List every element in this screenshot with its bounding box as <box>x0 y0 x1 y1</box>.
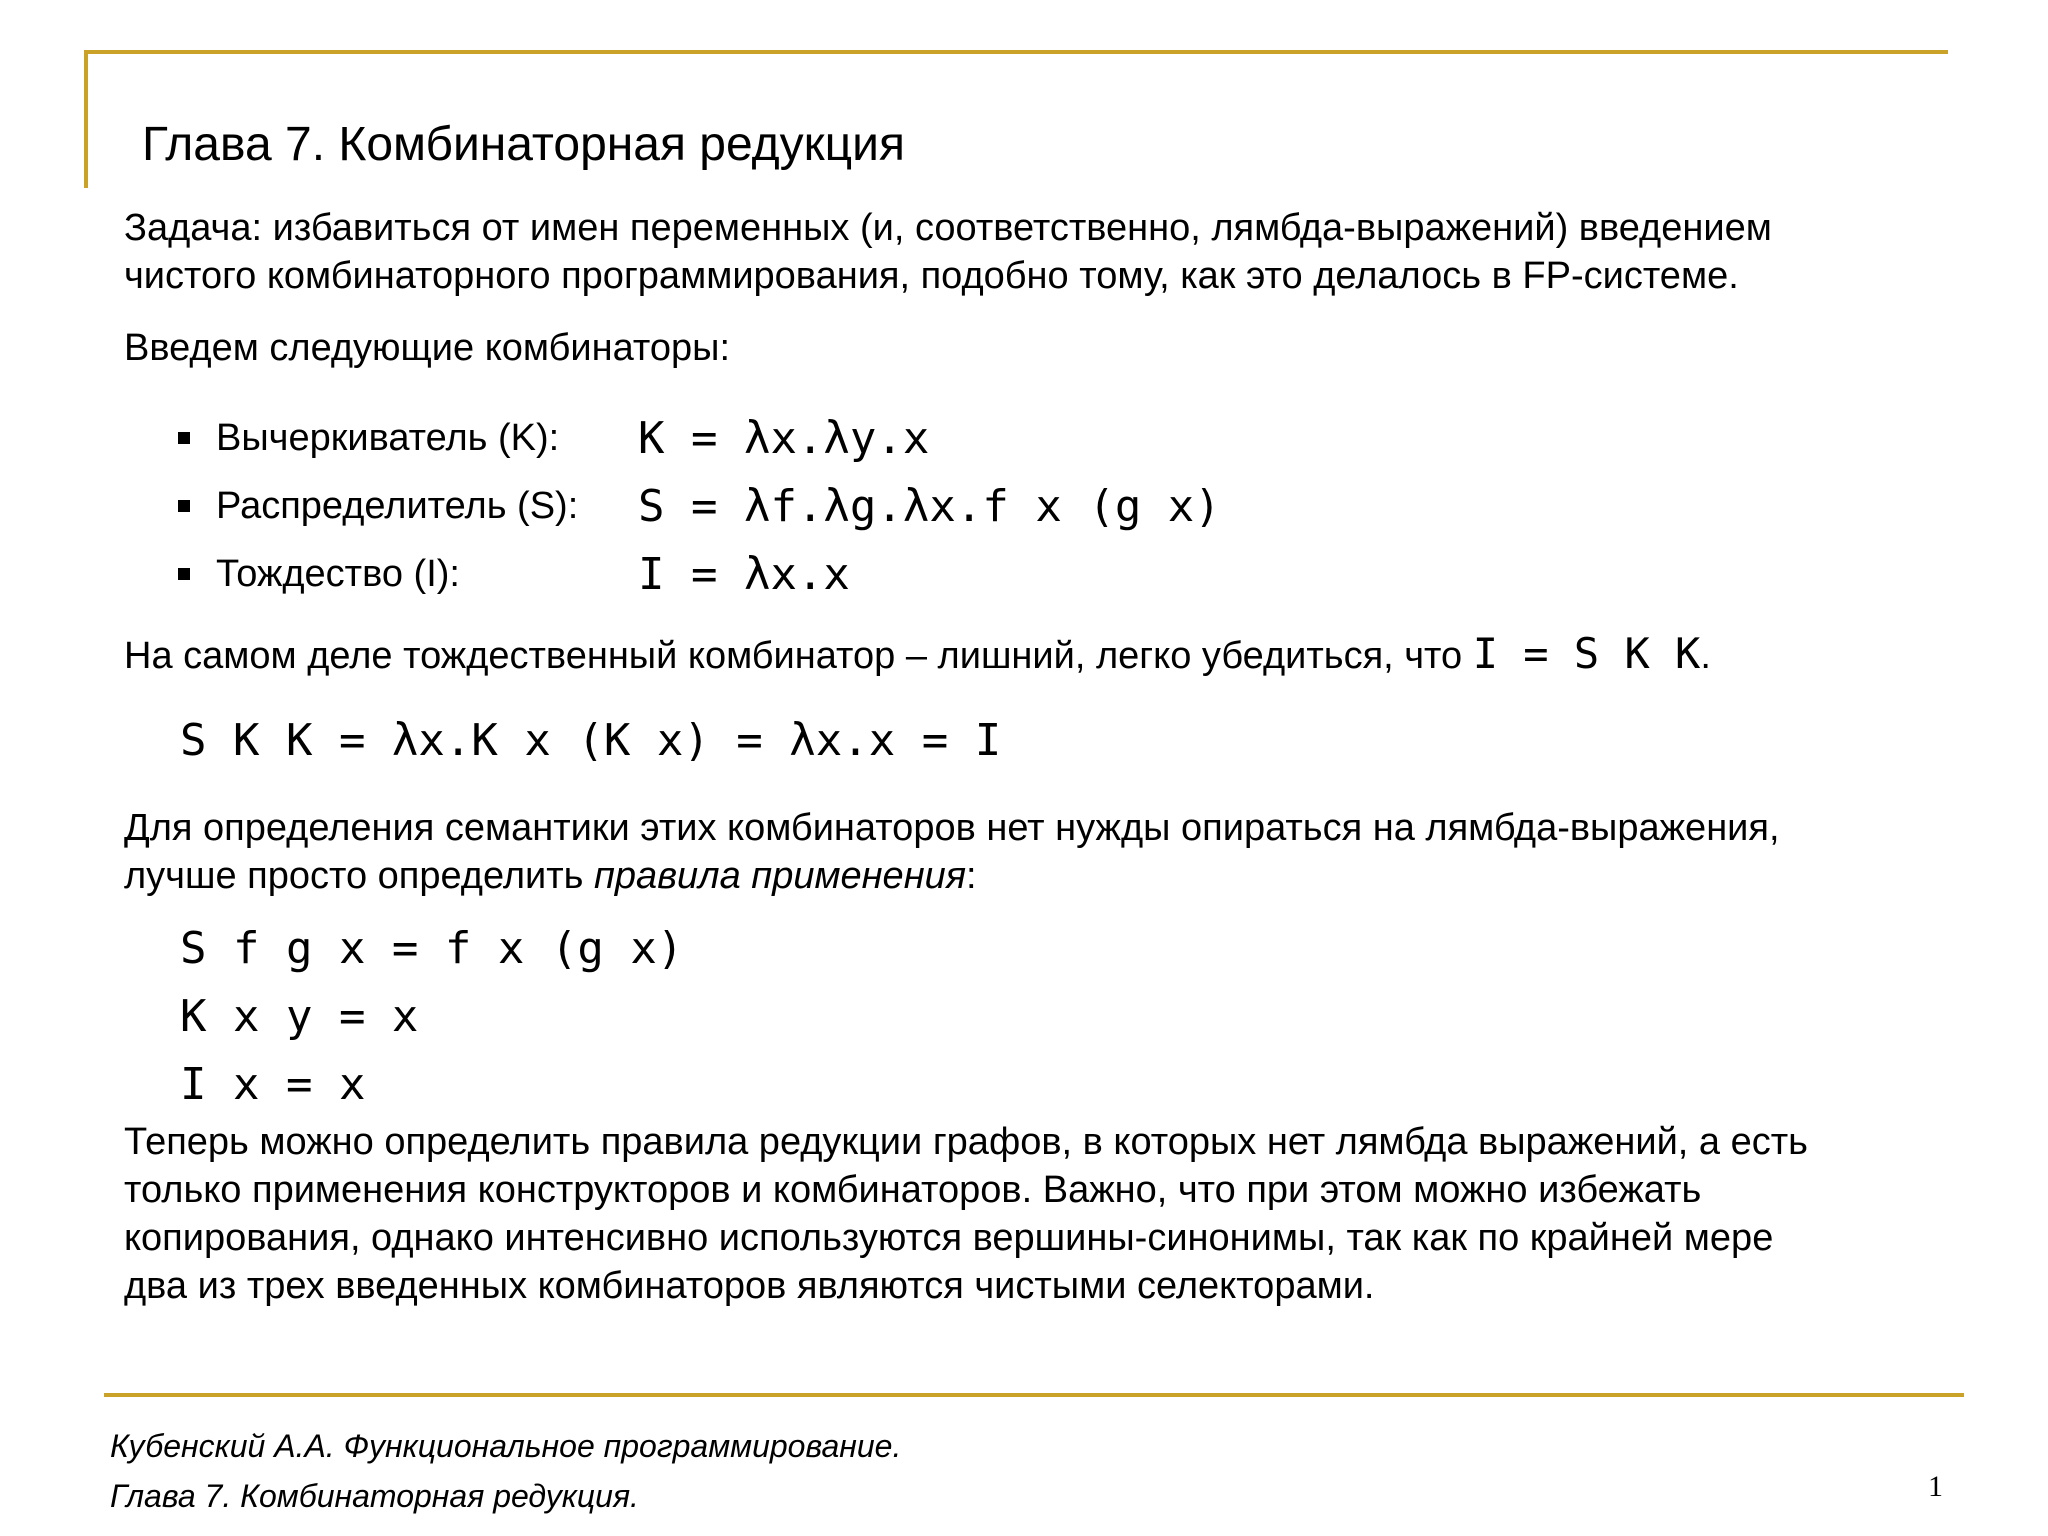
identity-note-end: . <box>1700 635 1711 677</box>
page-number: 1 <box>1928 1470 1943 1503</box>
rule-i: I x = x <box>180 1059 366 1110</box>
conclusion-line-3: копирования, однако интенсивно используются вершины-синонимы, так как по крайней мере <box>124 1217 1774 1259</box>
semantics-line-2-italic: правила применения <box>594 855 967 897</box>
combinator-item-i <box>178 540 1221 608</box>
combinator-label: Распределитель (S): <box>216 484 579 527</box>
combinator-formula: K = λx.λy.x <box>638 412 930 464</box>
identity-note-text: На самом деле тождественный комбинатор – лишний, легко убедиться, что <box>124 635 1473 677</box>
semantics-line-2-start: лучше просто определить <box>124 855 595 897</box>
bullet-square-icon <box>178 432 190 444</box>
slide-title: Глава 7. Комбинаторная редукция <box>142 118 905 171</box>
semantics-line-2-end: : <box>966 855 977 897</box>
combinator-list <box>178 404 1221 608</box>
footer-rule <box>104 1393 1964 1397</box>
rule-s: S f g x = f x (g x) <box>180 923 684 974</box>
intro-line-2: чистого комбинаторного программирования, подобно тому, как это делалось в FP-системе. <box>124 255 1739 297</box>
derivation-formula: S K K = λx.K x (K x) = λx.x = I <box>180 715 1002 766</box>
conclusion-line-2: только применения конструкторов и комбинаторов. Важно, что при этом можно избежать <box>124 1169 1702 1211</box>
conclusion-line-1: Теперь можно определить правила редукции графов, в которых нет лямбда выражений, а есть <box>124 1121 1808 1163</box>
top-rule <box>84 50 1948 54</box>
semantics-line-2 <box>124 852 977 900</box>
identity-note <box>124 630 1711 680</box>
combinator-label: Вычеркиватель (K): <box>216 416 560 459</box>
bullet-square-icon <box>178 500 190 512</box>
rule-k: K x y = x <box>180 991 419 1042</box>
combinator-item-k <box>178 404 1221 472</box>
combinator-label: Тождество (I): <box>216 552 460 595</box>
combinator-formula: I = λx.x <box>638 548 850 600</box>
identity-note-code: I = S K K <box>1472 629 1701 678</box>
combinators-lead: Введем следующие комбинаторы: <box>124 327 730 369</box>
bullet-square-icon <box>178 568 190 580</box>
footer-chapter: Глава 7. Комбинаторная редукция. <box>110 1478 639 1514</box>
intro-line-1: Задача: избавиться от имен переменных (и, соответственно, лямбда-выражений) введением <box>124 207 1772 249</box>
conclusion-line-4: два из трех введенных комбинаторов являются чистыми селекторами. <box>124 1265 1375 1307</box>
combinator-item-s <box>178 472 1221 540</box>
semantics-line-1: Для определения семантики этих комбинаторов нет нужды опираться на лямбда-выражения, <box>124 807 1780 849</box>
footer-author: Кубенский А.А. Функциональное программирование. <box>110 1428 902 1464</box>
left-rule <box>84 50 88 188</box>
combinator-formula: S = λf.λg.λx.f x (g x) <box>638 480 1221 532</box>
